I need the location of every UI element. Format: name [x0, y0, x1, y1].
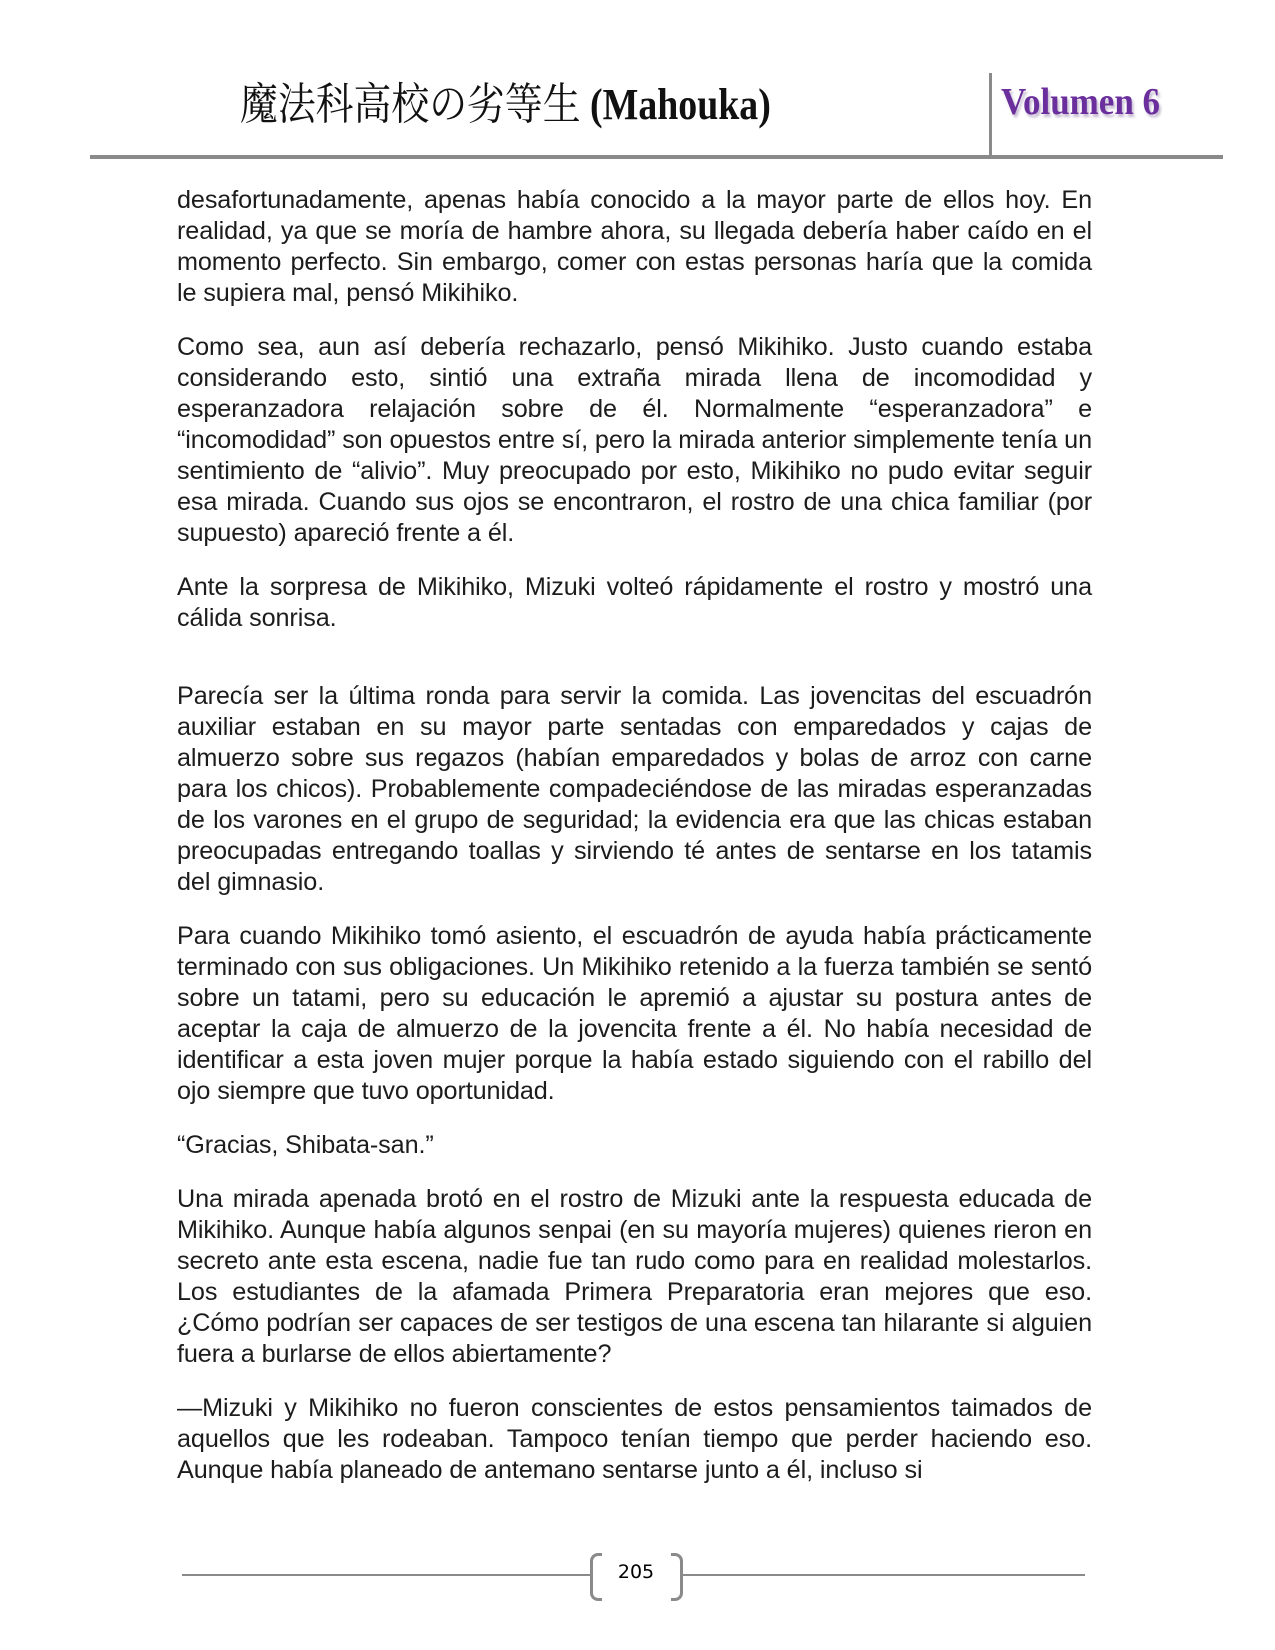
right-bracket-icon: [671, 1553, 683, 1601]
paragraph: Parecía ser la última ronda para servir la comida. Las jovencitas del escuadrón auxiliar estaban en su mayor parte sentadas con emparedados y cajas de almuerzo sobre sus regazos (habían emparedados y bolas de arroz con carne para los chicos). Probablemente compadeciéndose de las miradas esperanzadas de los varones en el grupo de seguridad; la evidencia era que las chicas estaban preocupadas entregando toallas y sirviendo té antes de sentarse en los tatamis del gimnasio.: [177, 682, 1092, 896]
book-title-japanese: 魔法科高校の劣等生: [240, 80, 581, 129]
volume-label: Volumen 6: [1001, 81, 1160, 123]
paragraph: Ante la sorpresa de Mikihiko, Mizuki volteó rápidamente el rostro y mostró una cálida sonrisa.: [177, 573, 1092, 632]
footer-rule-right: [683, 1574, 1085, 1576]
page-number: 205: [617, 1561, 655, 1583]
header-rule: [90, 155, 1223, 159]
paragraph: —Mizuki y Mikihiko no fueron conscientes de estos pensamientos taimados de aquellos que les rodeaban. Tampoco tenían tiempo que perder haciendo eso. Aunque había planeado de antemano sentarse junto a él, incluso si: [177, 1394, 1092, 1484]
book-title-latin: (Mahouka): [590, 80, 771, 129]
footer-rule-left: [182, 1574, 592, 1576]
header-divider: [989, 73, 992, 158]
page-body: [177, 185, 1092, 1509]
paragraph: “Gracias, Shibata-san.”: [177, 1131, 434, 1159]
book-title: [240, 78, 771, 132]
paragraph: desafortunadamente, apenas había conocido a la mayor parte de ellos hoy. En realidad, ya que se moría de hambre ahora, su llegada debería haber caído en el momento perfecto. Sin embargo, comer con estas personas haría que la comida le supiera mal, pensó Mikihiko.: [177, 186, 1092, 307]
paragraph: Para cuando Mikihiko tomó asiento, el escuadrón de ayuda había prácticamente terminado con sus obligaciones. Un Mikihiko retenido a la fuerza también se sentó sobre un tatami, pero su educación le apremió a ajustar su postura antes de aceptar la caja de almuerzo de la jovencita frente a él. No había necesidad de identificar a esta joven mujer porque la había estado siguiendo con el rabillo del ojo siempre que tuvo oportunidad.: [177, 922, 1092, 1105]
paragraph: Como sea, aun así debería rechazarlo, pensó Mikihiko. Justo cuando estaba considerando esto, sintió una extraña mirada llena de incomodidad y esperanzadora relajación sobre de él. Normalmente “esperanzadora” e “incomodidad” son opuestos entre sí, pero la mirada anterior simplemente tenía un sentimiento de “alivio”. Muy preocupado por esto, Mikihiko no pudo evitar seguir esa mirada. Cuando sus ojos se encontraron, el rostro de una chica familiar (por supuesto) apareció frente a él.: [177, 333, 1092, 547]
paragraph: Una mirada apenada brotó en el rostro de Mizuki ante la respuesta educada de Mikihiko. Aunque había algunos senpai (en su mayoría mujeres) quienes rieron en secreto ante esta escena, nadie fue tan rudo como para en realidad molestarlos. Los estudiantes de la afamada Primera Preparatoria eran mejores que eso. ¿Cómo podrían ser capaces de ser testigos de una escena tan hilarante si alguien fuera a burlarse de ellos abiertamente?: [177, 1185, 1092, 1368]
